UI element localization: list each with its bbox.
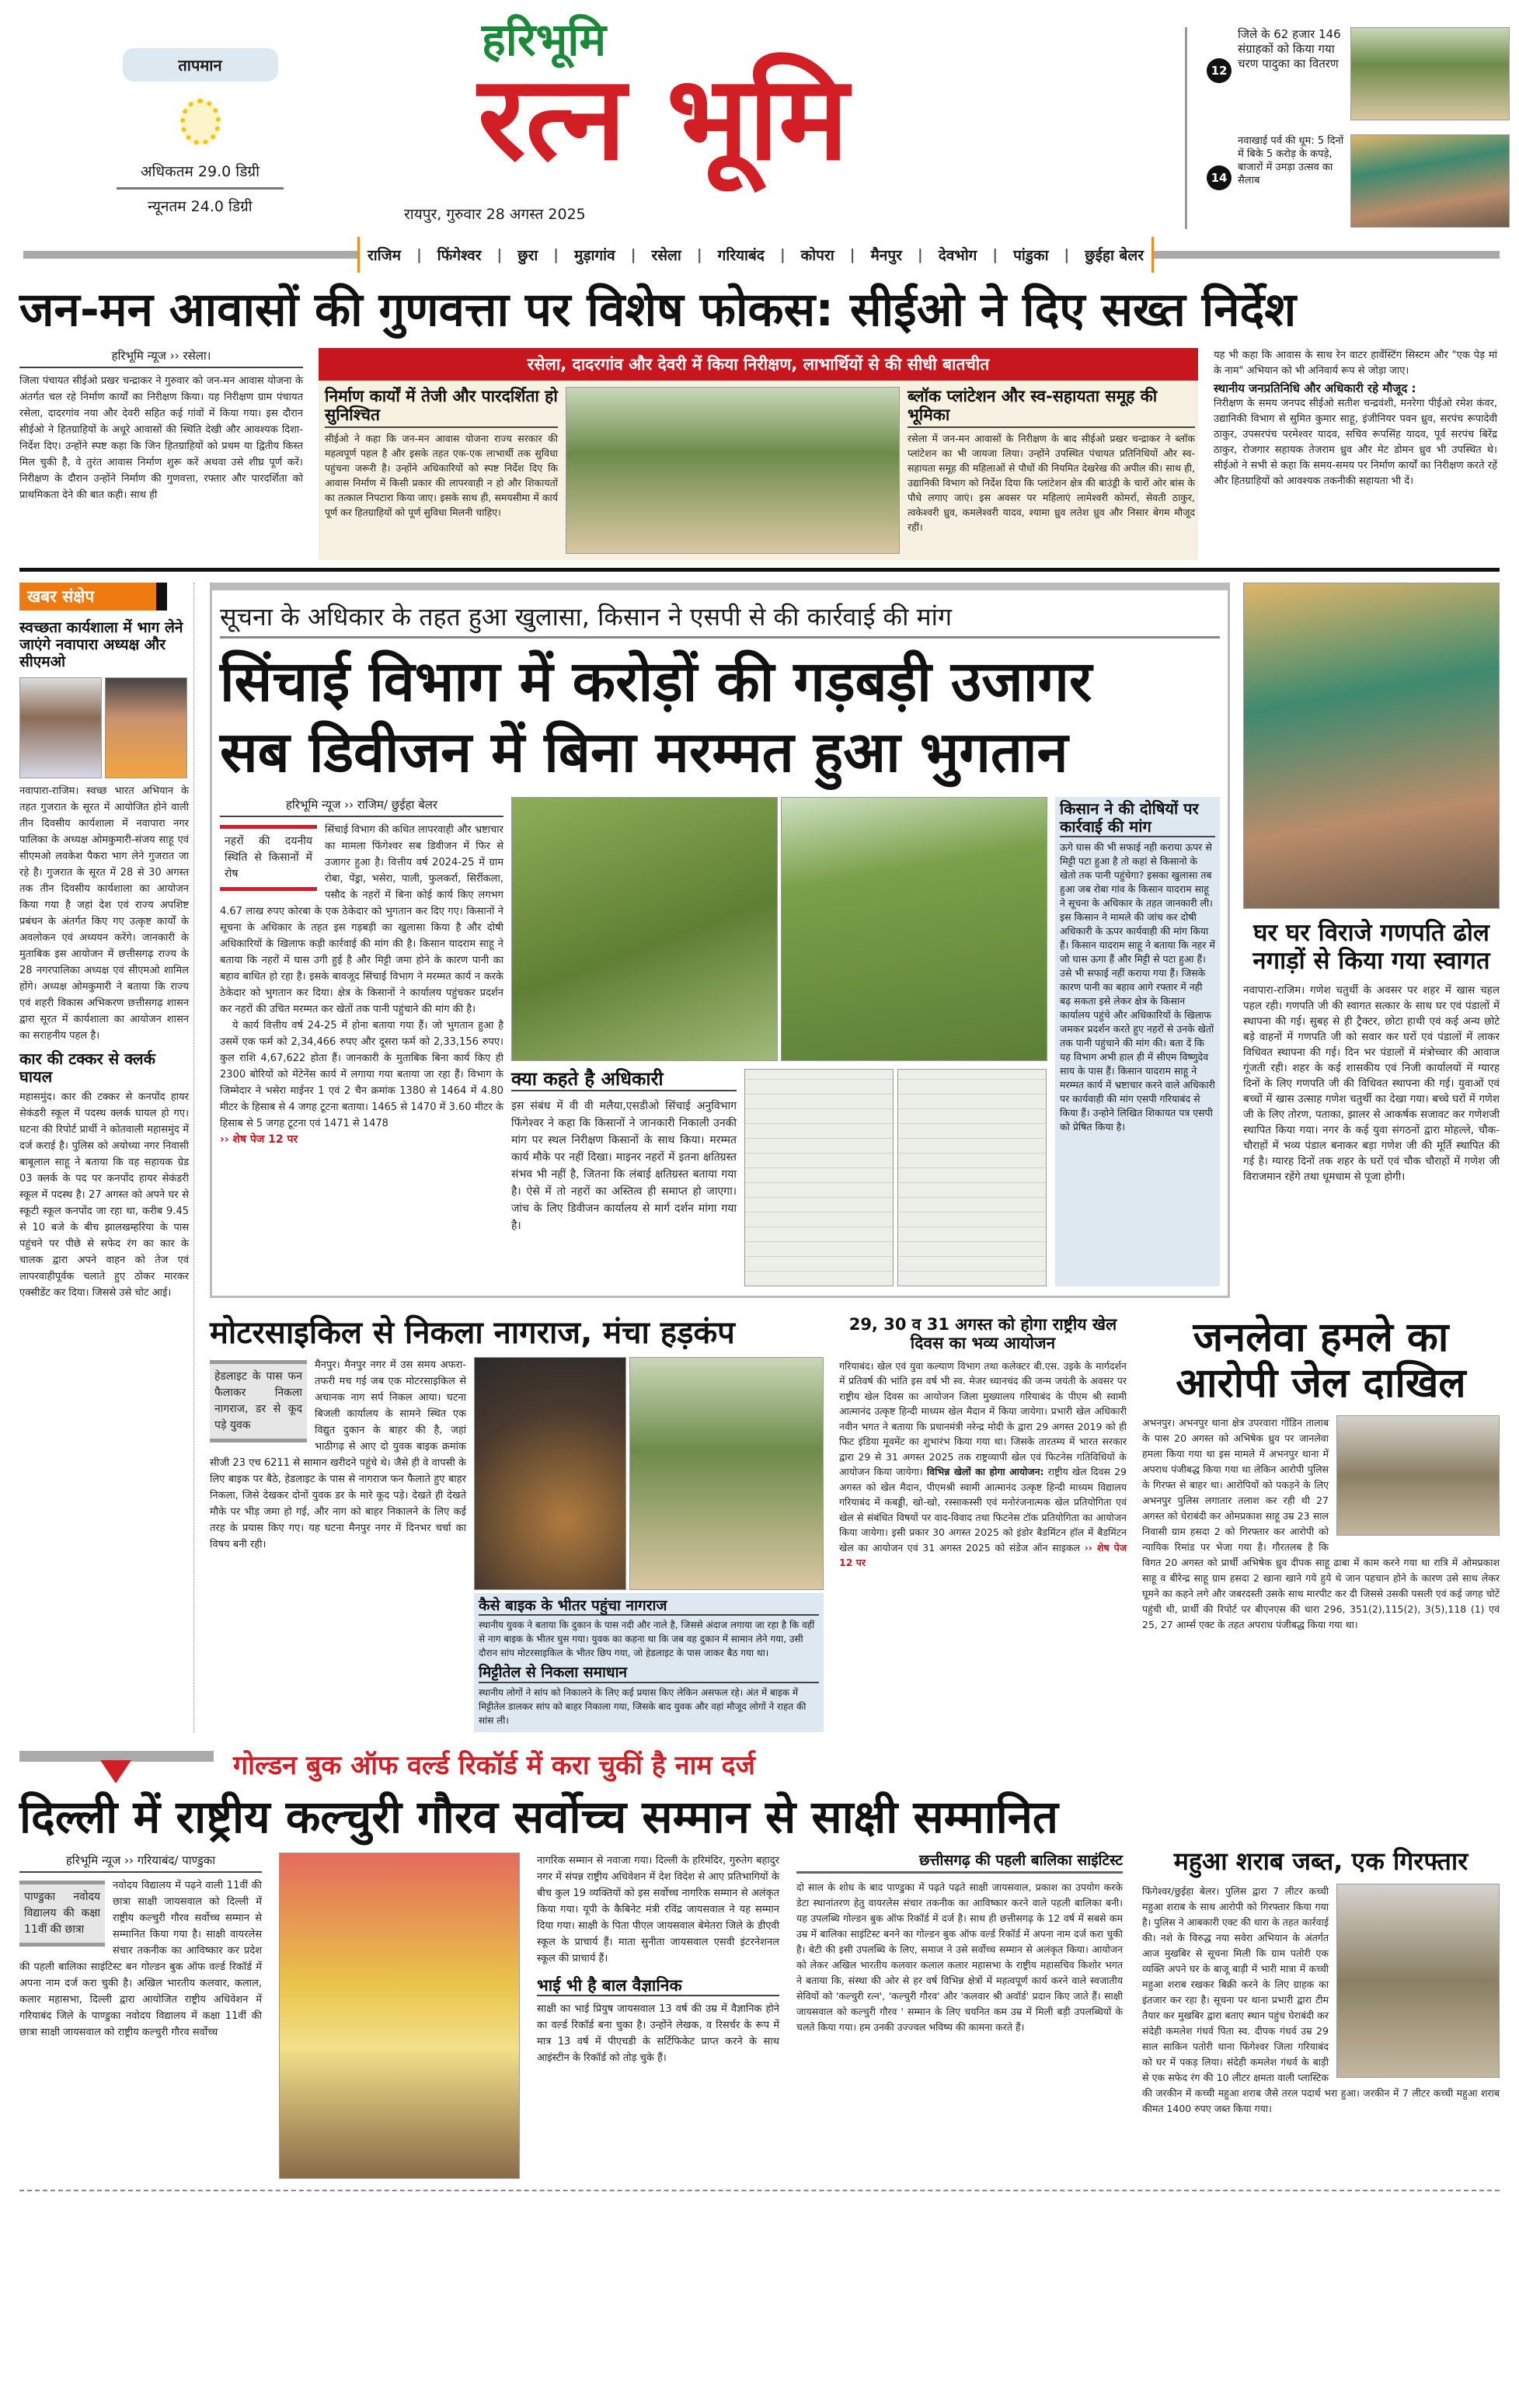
article-body: मैनपुर। मैनपुर नगर में उस समय अफरा-तफरी मच गई जब एक मोटरसाइकिल से अचानक नाग सर्प निकल आया। घटना बिजली कार्यालय के सामने स्थित एक विद्युत दुकान के बाहर की है, जहां भाठीगढ़ से आए दो युवक बाइक क्रमांक सीजी 23 एच 6211 से सामान खरीदने पहुंचे थे। जैसे ही वे वापसी के लिए बाइक पर बैठे, हेडलाइट के पास से नागराज फन फैलाते हुए बाहर निकला, जिसे देखकर दोनों युवक डर के मारे कूद पड़े। देखते ही देखते मौके पर भीड़ जमा हो गई, और नाग को बाहर निकालने के लिए कई तरह के प्रयास किए गए। यह घटना मैनपुर नगर में दिनभर चर्चा का विषय बनी रही। [210,1359,466,1550]
town-link[interactable]: फिंगेश्वर [437,247,482,264]
news-brief-column [19,583,194,1732]
snake-subsection [474,1593,824,1733]
article-body: अभनपुर। अभनपुर थाना क्षेत्र उपरवारा गोंडिन तालाब के पास 20 अगस्त को अभिषेक ध्रुव पर जानलेवा हमला किया गया था इस मामले में अभनपुर थाना में अपराध पंजीबद्ध किया गया था लेकिन आरोपी पुलिस के गिरफ्त से बाहर था। आरोपियों को पकड़ने के लिए अभनपुर पुलिस लगातार तलाश कर रही थी 27 अगस्त को घेराबंदी कर ओमप्रकाश साहू उम्र 23 साल निवासी ग्राम हसदा 2 को गिरफ्तार कर आरोपी को न्यायिक रिमांड पर भेजा गया है। गौरतलब है कि विगत 20 अगस्त को प्रार्थी अभिषेक ध्रुव दीपक साहू ढाबा में काम करने गया था रात्रि में ओमप्रकाश साहू व बीरेन्द्र साहू ग्राम हसदा 2 खाना खाने गये हुये थे जान पहचान होने के कारण उसे साथ लेकर घूमने का कहने लगे और जबरदस्ती उसके साथ मारपीट कर दी जिससे उसकी पसली एवं कई जगह चोटें पहुंची थी, प्रार्थी की रिपोर्ट पर बीएनएस की धारा 296, 351(2),115(2), 3(5),118 (1) एवं 25, 27 आर्म्स एक्ट के तहत अपराध पंजीबद्ध किया गया था। [1142,1417,1500,1631]
document-photo [897,1069,1047,1286]
story1-feature-box [319,348,1198,560]
subheading: कैसे बाइक के भीतर पहुंचा नागराज [479,1598,819,1616]
story-headline: मोटरसाइकिल से निकला नागराज, मंचा हड़कंप [210,1314,735,1351]
article-body-wrap [210,1357,466,1733]
story-headline: दिल्ली में राष्ट्रीय कल्चुरी गौरव सर्वोच्च सम्मान से साक्षी सम्मानित [19,1790,1058,1844]
story-kicker: गोल्डन बुक ऑफ वर्ल्ड रिकॉर्ड में करा चुकीं है नाम दर्ज [233,1749,755,1781]
officials-section [511,1069,737,1286]
sports-day-story [839,1315,1127,1733]
separator: | [849,246,855,263]
story-headline: 29, 30 व 31 अगस्त को होगा राष्ट्रीय खेल दिवस का भव्य आयोजन [848,1314,1117,1352]
article-body: फिंगेश्वर/छुईहा बेलर। पुलिस द्वारा 7 लीटर कच्ची महुआ शराब के साथ आरोपी को गिरफ्तार किया गया है। पुलिस ने आबकारी एक्ट की धारा के तहत कार्रवाई की। नशे के विरुद्ध नया सवेरा अभियान के अंतर्गत आज मुखबिर से सूचना मिली कि ग्राम पतोरी एक व्यक्ति अपने घर के बाजू बाड़ी में भारी मात्रा में कच्ची महुआ शराब रखकर बिक्री करने के लिए ग्राहक का इंतजार कर रहा है। सूचना पर थाना प्रभारी द्वारा टीम तैयार कर मुखबिर द्वारा बताए स्थान पहुंच घेराबंदी कर संदेही कमलेश गंधर्व पिता स्व. दीपक गंधर्व उम्र 29 साल साकिन पतोरी थाना फिंगेश्वर जिला गरियाबंद को घर में पकड़ लिया। संदेही कमलेश गंधर्व के बाड़ी से एक सफेद रंग की 10 लीटर क्षमता वाली प्लास्टिक की जरकीन में कच्ची महुआ शराब जैसे तरल पदार्थ भरा हुआ। जरकीन में 7 लीटर कच्ची महुआ शराब कीमत 1400 रुपए जब्त किया गया। [1142,1885,1500,2115]
teaser-page-badge: 14 [1207,165,1232,190]
ganpati-photo [1243,583,1500,909]
teaser-text: जिले के 62 हजार 146 संग्राहकों को किया गया चरण पादुका का वितरण [1238,27,1341,71]
ganpati-story [1243,583,1500,1298]
inspection-photo [566,387,900,554]
article-body: साक्षी का भाई प्रियुष जायसवाल 13 वर्ष की उम्र में वैज्ञानिक होने का वर्ल्ड रिकॉर्ड बना चुका है। उन्होंने लेखक, व रिसर्चर के रूप में मात्र 13 वर्ष में पीएचडी के सर्टिफिकेट प्राप्त करने के साथ आइंस्टीन के रिकॉर्ड को तोड़ चुके हैं। [537,2003,779,2065]
document-photo [744,1069,894,1286]
snake-photo [474,1357,626,1590]
separator: | [496,246,503,263]
min-temperature: न्यूनतम 24.0 डिग्री [148,198,253,215]
towns-bar [357,237,1154,273]
main-story-kicker: सूचना के अधिकार के तहत हुआ खुलासा, किसान ने एसपी से की कार्रवाई की मांग [220,600,1220,639]
sun-icon [180,99,221,145]
teaser-page-badge: 12 [1207,58,1232,83]
article-body: यह भी कहा कि आवास के साथ रेन वाटर हार्वेस्टिंग सिस्टम और "एक पेड़ मां के नाम" अभियान को भी अनिवार्य रूप से जोड़ा जाए। [1214,350,1497,377]
teaser-text: नवाखाई पर्व की धूम: 5 दिनों में बिके 5 करोड़ के कपड़े, बाजारों में उमड़ा उत्सव का सैलाब [1238,135,1344,186]
middle-right-area [210,583,1500,1732]
story7-mid [537,1853,779,2179]
main-story-headline: सिंचाई विभाग में करोड़ों की गड़बड़ी उजागर [220,649,1092,714]
section-divider [19,568,1500,572]
subheading: छत्तीसगढ़ की पहली बालिका साइंटिस्ट [796,1853,1123,1874]
byline: हरिभूमि न्यूज ›› राजिम/ छुईहा बेलर [220,797,503,817]
subheading: भाई भी है बाल वैज्ञानिक [537,1976,779,1996]
middle-section [19,583,1500,1732]
newspaper-title-logo: रत्न भूमि [478,51,848,186]
story1-right-column [1214,348,1497,560]
separator: | [779,246,786,263]
article-body: नागरिक सम्मान से नवाजा गया। दिल्ली के हरिमंदिर, गुरुतेग बहादुर नगर में संपन्न राष्ट्रीय अधिवेशन में देश विदेश से आए प्रतिभागियों के बीच कुल 19 व्यक्तियों को इस सर्वोच्च नागरिक सम्मान से अलंकृत किया गया। यूपी के कैबिनेट मंत्री रविंद्र जायसवाल ने यह सम्मान दिया गया। साक्षी के पिता पीएल जायसवाल बेमेतरा जिले के डीएवी स्कूल के प्राचार्य हैं। माता सुनीता जायसवाल एसवी इंटरनेशनल स्कूल की प्राचार्य हैं। [537,1854,779,1964]
subheading: विभिन्न खेलों का होगा आयोजन: [926,1466,1044,1478]
article-body: इस संबंध में वी वी मलैया,एसडीओ सिंचाई अनुविभाग फिंगेश्वर ने कहा कि किसानों ने जानकारी निकाली उनकी मांग पर स्थल निरीक्षण किसानों के साथ किया। मरम्मत कार्य मौके पर नहीं दिखा। माइनर नहरों में इतना क्षतिग्रस्त संभव भी नहीं है, जितना कि लंबाई क्षतिग्रस्त बताया गया है। ऐसे में तो नहरों का अस्तित्व ही समाप्त हो जाएगा। जांच के लिए डिवीजन कार्यालय से मार्ग दर्शन मांगा गया है। [511,1100,737,1233]
town-link[interactable]: राजिम [367,247,402,264]
main-story-headline: सब डिवीजन में बिना मरम्मत हुआ भुगतान [220,719,1068,785]
continued-on-page[interactable]: ›› शेष पेज 12 पर [220,1133,298,1146]
town-link[interactable]: रसेला [651,247,681,264]
story1-row [19,348,1500,560]
town-link[interactable]: मैनपुर [870,247,902,264]
article-body: निरीक्षण के समय जनपद सीईओ सतीश चन्द्रवंशी, मनरेगा पीईओ रमेश कंवर, उद्यानिकी विभाग से सुमित कुमार साहू, इंजीनियर पवन ध्रुव, सरपंच रूपादेवी ठाकुर, उपसरपंच परमेश्वर यादव, सचिव रूपसिंह यादव, पूर्व सरपंच बिरेंद्र ठाकुर, रोजगार सहायक तेजराम ध्रुव और मेट डोमन ध्रुव भी उपस्थित थे। सीईओ ने सभी से कहा कि समय-समय पर निर्माण कार्यों का निरीक्षण करते रहें और हितग्राहियों को आवश्यक तकनीकी सहायता भी दें। [1214,398,1497,487]
town-link[interactable]: कोपरा [800,247,834,264]
subsection-body: स्थानीय लोगों ने सांप को निकालने के लिए कई प्रयास किए लेकिन असफल रहे। अंत में बाइक में मिट्टीतेल डालकर सांप को बाहर निकाला गया, जिसके बाद युवक और वहां मौजूद लोगों ने राहत की सांस ली। [479,1687,807,1727]
article-body: नवोदय विद्यालय में पढ़ने वाली 11वीं की छात्रा साक्षी जायसवाल को दिल्ली में राष्ट्रीय कल्चुरी गौरव सर्वोच्च सम्मान से सम्मानित किया गया है। साक्षी वायरलेस संचार तकनीक का आविष्कार कर प्रदेश की पहली बालिका साइंटिस्ट बन गोल्डन बुक ऑफ वर्ल्ड रिकॉर्ड में अपना नाम दर्ज करा चुकी है। अखिल भारतीय कलवार, कलाल, कलार महासभा, दिल्ली द्वारा आयोजित राष्ट्रीय अधिवेशन में गरियाबंद जिले के पाण्डुका नवोदय विद्यालय में कक्षा 11वीं की छात्रा साक्षी जायसवाल को राष्ट्रीय कल्चुरी गौरव सर्वोच्च [19,1879,262,2038]
story7-left [19,1853,262,2179]
subsection-body: स्थानीय युवक ने बताया कि दुकान के पास नदी और नाले है, जिससे अंदाज लगाया जा रहा है कि वहीं से नाग बाइक के भीतर घुस गया। युवक का कहना था कि जब वह दुकान में सामान लेने गया, उसी दौरान सांप मोटरसाइकिल के भीतर छिप गया, जो हेडलाइट के पास जाकर बैठ गया था। [479,1620,815,1659]
brief-body: महासमुंद। कार की टक्कर से कनपोंद हायर सेकंडरी स्कूल में पदस्थ क्लर्क घायल हो गए। घटना की रिपोर्ट प्रार्थी ने कोतवाली महासमुंद में दर्ज कराई है। पुलिस को अयोध्या नगर निवासी बाबूलाल साहू ने बताया कि वह सहायक ग्रेड 03 क्लर्क के पद पर कनपोंद हायर सेकंडरी स्कूल में पदस्थ है। 27 अगस्त को अपने घर से स्कूटी स्कूल कनपोंद जा रहा था, करीब 9.45 से 10 बजे के बीच झालखम्हरिया के पास पहुंचने पर पीछे से सफेद रंग का कार के चालक द्वारा अपने वाहन को तेज एवं लापरवाहीपूर्वक चलाते हुए ठोकर मारकर एक्सीडेंट कर दिया। जिससे उसे चोट आई। [19,1091,189,1299]
news-brief-tag: खबर संक्षेप [19,583,167,611]
dateline: रायपुर, गुरुवार 28 अगस्त 2025 [404,204,586,224]
teaser-photo [1350,134,1510,228]
farmer-demand-box [1055,797,1220,1286]
town-link[interactable]: छुरा [517,247,538,264]
town-link[interactable]: पांडुका [1013,247,1049,264]
article-body-text: गरियाबंद। खेल एवं युवा कल्याण विभाग तथा कलेक्टर बी.एस. उइके के मार्गदर्शन में प्रतिवर्ष की भांति इस वर्ष भी स्व. मेजर ध्यानचंद की जन्म जयंती के अवसर पर राष्ट्रीय खेल दिवस का आयोजन जिला मुख्यालय गरियाबंद के पीएम श्री स्वामी आत्मानंद उत्कृष्ट हिन्दी माध्यम खेल मैदान में किया जायेगा। प्रभारी खेल अधिकारी नवीन भगत ने बताया कि प्रधानमंत्री नरेन्द्र मोदी के द्वारा 29 अगस्त 2019 को ही फिट इंडिया मूवमेंट का शुभारंभ किया गया था। जिसके तारतम्य में भारत सरकार द्वारा 29 से 31 अगस्त 2025 तक राष्ट्रव्यापी खेल एवं फिटनेस गतिविधियों के आयोजन किया जायेगा। [839,1359,1127,1478]
liquor-story [1142,1746,1500,2179]
story1-banner: रसेला, दादरगांव और देवरी में किया निरीक्षण, लाभार्थियों से की सीधी बातचीत [319,348,1198,381]
town-link[interactable]: देवभोग [938,247,977,264]
town-link[interactable]: मुड़ागांव [574,247,615,264]
pullquote: पाण्डुका नवोदय विद्यालय की कक्षा 11वीं की छात्रा [19,1881,105,1947]
article-body-text: राष्ट्रीय खेल दिवस 29 अगस्त को खेल मैदान, पीएमश्री स्वामी आत्मानंद उत्कृष्ट हिन्दी माध्यम विद्यालय गरियाबंद में कबड्डी, खो-खो, रस्साकस्सी एवं मनोरंजनात्मक खेल प्रतियोगिता एवं खेल से संबंधित विषयों पर वाद-विवाद तथा फिटनेस टॉक प्रतियोगिता का आयोजन किया जायेगा। इसी प्रकार 30 अगस्त 2025 को इंडोर बैडमिंटन हॉल में बैडमिंटन खेल का आयोजन एवं 31 अगस्त 2025 को संडेज ऑन साइकल [839,1466,1127,1554]
subheading: निर्माण कार्यों में तेजी और पारदर्शिता हो सुनिश्चित [325,387,558,428]
continued-on-page[interactable]: ›› शेष पेज 12 पर [839,1541,1127,1569]
subsection-body: रसेला में जन-मन आवासों के निरीक्षण के बाद सीईओ प्रखर चन्द्राकर ने ब्लॉक प्लांटेशन का भी जायजा लिया। उन्होंने उपस्थित पंचायत प्रतिनिधियों और स्व-सहायता समूह की महिलाओं से पौधों की नियमित देखरेख की अपील की। साथ ही, उद्यानिकी विभाग को निर्देश दिया कि प्लांटेशन क्षेत्र की बाउंड्री के चारों ओर बांस के पौधे लगाए जाएं। इस अवसर पर महिलाएं लामेश्वरी कोमर्रा, सेवती ठाकुर, त्वकेश्वरी ध्रुव, कमलेश्वरी यादव, श्यामा ध्रुव लतेश ध्रुव और निसार बेगम मौजूद रहीं। [908,433,1195,534]
subheading: किसान ने की दोषियों पर कार्रवाई की मांग [1060,800,1215,837]
snake-story [210,1315,824,1733]
article-body-wrap [19,1877,262,2041]
canal-photo [781,797,1047,1061]
pullquote: नहरों की दयनीय स्थिति से किसानों में रोष [220,825,317,891]
weather-box [117,48,284,216]
subheading: क्या कहते है अधिकारी [511,1069,737,1092]
subsection-body: सीईओ ने कहा कि जन-मन आवास योजना राज्य सरकार की महत्वपूर्ण पहल है और इसके तहत एक-एक लाभार्थी तक सुविधा पहुंचना जरूरी है। उन्होंने अधिकारियों को स्पष्ट निर्देश दिए कि आवास निर्माण में किसी प्रकार की लापरवाही न हो और शिकायतों का तत्काल निपटारा किया जाए। इसके साथ ही, समयसीमा में कार्य पूर्ण कर हितग्राहियों को पूर्ण सुविधा मिलनी चाहिए। [325,433,558,519]
article-body: ये कार्य वित्तीय वर्ष 24-25 में होना बताया गया हैं। जो भुगतान हुआ है उसमें एक फर्म को 2,34,466 रुपए और दूसरा फर्म को 2,33,156 रुपए। कुल राशि 4,67,622 होता हैं। जानकारी के मुताबिक बिना कार्य किए ही 2300 बोरियों को मेंटेनेंस कार्य में लगाया गया बताया जा रहा हैं। विभाग के जिम्मेदार ने भसेरा माईनर 1 एवं 2 चैन क्रमांक 1380 से 1464 में 4.80 मीटर के हिसाब से 4 जगह टूटना बताया। 1465 से 1470 में 3.60 मीटर के हिसाब से 5 जगह टूटना एवं 1471 से 1478 [220,1019,503,1129]
brief-headline: कार की टक्कर से क्लर्क घायल [19,1049,155,1086]
byline: हरिभूमि न्यूज ›› गरियाबंद/ पाण्डुका [19,1853,262,1873]
separator: | [553,246,559,263]
story7-right [796,1853,1123,2179]
article-body-wrap [1142,1884,1500,2117]
main-story-text [220,797,503,1286]
award-photo [279,1853,520,2179]
box-body: ऊगे घास की भी सफाई नही कराया ऊपर से मिट्टी पटा हुआ है तो कहां से किसानो के खेतो तक पानी पहुंचेगा? इसका खुलासा तब हुआ जब रोबा गांव के किसान यादराम साहू ने सूचना के अधिकार के तहत जानकारी ली। इस किसान ने मामले की जांच कर दोषी अधिकारी के ऊपर कार्यवाही की मांग किया हैं। किसान यादराम साहू ने बताया कि नहर में जो घास ऊगा हैं और मिट्टी से पटा हुआ हैं। उसे भी सफाई नहीं कराया गया हैं। जिसके कारण पानी का बहाव आगे रफ्तार में नही बढ़ सकता इसे लेकर क्षेत्र के किसान कार्यालय पहुंचे और अधिकारियों के खिलाफ जमकर प्रदर्शन करते हुए नहरों से उनके खेतों तक पानी पहुंचाने की मांग की। बता दें कि यह विभाग अभी हाल ही में सीएम विष्णुदेव साय के पास हैं। किसान यादराम साहू ने मरम्मत कार्य में भ्रष्टाचार करने वाले अधिकारी पर कार्यवाही की मांग एसपी गरियाबंद से किया हैं। उन्होने लिखित शिकायत पत्र एसपी को प्रेषित किया है। [1060,840,1215,1133]
teaser-photo [1350,27,1510,120]
max-temperature: अधिकतम 29.0 डिग्री [117,161,284,190]
byline: हरिभूमि न्यूज ›› रसेला। [19,348,303,368]
teaser-item[interactable] [1207,27,1514,120]
teaser-item[interactable] [1207,134,1514,228]
award-story [19,1746,1127,2179]
separator: | [696,246,702,263]
police-photo [1336,1415,1500,1536]
separator: | [416,246,422,263]
subheading: स्थानीय जनप्रतिनिधि और अधिकारी रहे मौजूद : [1214,381,1416,395]
story-headline: घर घर विराजे गणपति ढोल नगाड़ों से किया गया स्वागत [1252,919,1490,975]
town-link[interactable]: छुईहा बेलर [1085,247,1144,264]
separator: | [917,246,923,263]
separator: | [992,246,998,263]
canal-photo [511,797,778,1061]
attack-story [1142,1315,1500,1733]
article-body: सिंचाई विभाग की कथित लापरवाही और भ्रष्टाचार का मामला फिंगेश्वर सब डिवीजन में फिर से उजागर हुआ है। वित्तीय वर्ष 2024-25 में ग्राम रोबा, पेंड्रा, भसेरा, पाली, फुलकर्रा, सिर्रीकला, पसौद के नहरों में बिना कोई कार्य किए लगभग 4.67 लाख रुपए कोरबा के एक ठेकेदार को भुगतान कर दिए गए। किसानों ने सूचना के अधिकार के तहत इस गड़बड़ी का खुलासा किया है और दोषी अधिकारियों के खिलाफ कड़ी कार्रवाई की मांग की है। किसान यादराम साहू ने बताया कि नहरों में घास उगी हुई है और मिट्टी जमा होने के कारण पानी का बहाव बाधित हो रहा है। इसके बावजूद सिंचाई विभाग ने मरम्मत कार्य न करके ठेकेदार को भुगतान कर दिया। क्षेत्र के किसानों ने कार्यालय पहुंचकर प्रदर्शन कर नहरों की उचित मरम्मत कर खेतों तक पानी पहुंचाने की मांग की है। [220,823,503,1015]
main-story-box [210,583,1230,1298]
article-body: दो साल के शोध के बाद पाण्डुका में पढ़ते पढ़ते साक्षी जायसवाल, प्रकाश का उपयोग करके डेटा स्थानांतरण हेतु वायरलेस संचार तकनीक का आविष्कार करने वाले पहली बालिका बनी। यह उपलब्धि गोल्डन बुक ऑफ रिकॉर्ड में दर्ज है। साथ ही छत्तीसगढ़ के 12 वर्ष में सबसे कम उम्र में बालिका साइंटिस्ट बनने का गोल्डन बुक ऑफ वर्ल्ड रिकॉर्ड में अपना नाम दर्ज करा चुकी है। बेटी की इसी उपलब्धि के लिए, समाज ने उसे सर्वोच्च सम्मान से अलंकृत किया। आयोजन को लेकर अखिल भारतीय कलवार कलाल कलार महासभा के राष्ट्रीय महासचिव किशोर भगत ने बताया कि, संस्था की ओर से हर वर्ष विभिन्न क्षेत्रों में महत्वपूर्ण कार्य करने वाले स्वजातीय सेवियों को 'कल्चुरी रत्न', 'कल्चुरी गौरव' और 'कलवार श्री अवॉर्ड' प्रदान किए जाते हैं। साक्षी जायसवाल को कल्चुरी गौरव ' सम्मान के लिए चयनित कम उम्र में मिली बड़ी उपलब्धियों के चलते किया गया। हम उनकी उज्ज्वल भविष्य की कामना करते हैं। [796,1881,1123,2033]
weather-label: तापमान [123,48,278,82]
story-headline: जनलेवा हमले का आरोपी जेल दाखिल [1176,1314,1466,1408]
article-body-wrap [1142,1415,1500,1633]
portrait-photo [105,677,187,778]
brief-headline: स्वच्छता कार्यशाला में भाग लेने जाएंगे नवापारा अध्यक्ष और सीएमओ [19,619,183,670]
pullquote: हेडलाइट के पास फन फैलाकर निकला नागराज, डर से कूद पड़े युवक [210,1360,307,1442]
article-body-wrap [839,1359,1127,1571]
brief-body: नवापारा-राजिम। स्वच्छ भारत अभियान के तहत गुजरात के सूरत में आयोजित होने वाली तीन दिवसीय कार्यशाला में नवापारा नगर पालिका के अध्यक्ष ओमकुमारी-संजय साहू एवं सीएमओ लवकेश पैकरा भाग लेने गुजरात जा रहे है। गुजरात के सूरत में 28 से 30 अगस्त तक तीन दिवसीय कार्यशाला का आयोजन किया गया है जहां देश एवं राज्य अपशिष्ट प्रबंधन के अंतर्गत किए गए उत्कृष्ट कार्यों के अवलोकन एवं अध्ययन करेंगे। जानकारी के मुताबिक इस आयोजन में छत्तीसगढ़ राज्य के 28 नगरपालिका अध्यक्ष एवं सीएमओ शामिल होंगे। अध्यक्ष ओमकुमारी ने बताया कि राज्य एवं शहरी विकास अभिकरण छत्तीसगढ़ शासन द्वारा सूरत में कार्यशाला का आयोजन शासन का सराहनीय पहल है। [19,785,189,1042]
page-bottom-rule [19,2190,1500,2191]
article-body-wrap [220,822,503,1018]
story-headline: महुआ शराब जब्त, एक गिरफ्तार [1173,1846,1468,1877]
subheading: मिट्टीतेल से निकला समाधान [479,1665,819,1683]
article-body: नवापारा-राजिम। गणेश चतुर्थी के अवसर पर शहर में खास चहल पहल रही। गणपति जी की स्वागत सत्कार के साथ घर एवं पंडालों में स्थापना की गई। सुबह से ही ट्रैक्टर, छोटा हाथी एवं कई अन्य छोटे बड़े वाहनों में गणपति जी को सवार कर घरों एवं पंडालों में लाकर विधिवत स्थापना की गई। दिन भर पंडालों में मंत्रोच्चार की आवाज गूंजती रही। शहर के कई शासकीय एवं निजी कार्यालयों में ग्यारह दिनों के लिए गणपति जी की विधिवत स्थापना की गई। युवाओं एवं बच्चों में खास उत्साह गणेश चतुर्थी का देखा गया। बच्चे घरों में गणेश जी के लिए तोरण, पताका, झालर से आकर्षक सजावट कर गणेशजी स्थापित किया गया। नगर के कई युवा संगठनों द्वारा मोहल्ले, चौक-चौराहों में भव्य पंडाल बनाकर बड़ा गणेश जी की मूर्ति स्थापित की गई है। ग्यारह दिनों तक शहर के घरों एवं चौक चौराहों में गणेश जी विराजमान रहेंगे तथा धूमधाम से पूजा होगी। [1243,984,1500,1184]
arrest-photo [1336,1884,1500,2078]
story1-left-column [19,348,303,560]
brand-logo: हरिभूमि [482,13,607,66]
town-link[interactable]: गरियाबंद [717,247,765,264]
subheading: ब्लॉक प्लांटेशन और स्व-सहायता समूह की भूमिका [908,387,1195,428]
chevron-down-icon [100,1760,131,1783]
crowd-photo [629,1357,824,1590]
portrait-photo [19,677,102,778]
article-body: जिला पंचायत सीईओ प्रखर चन्द्राकर ने गुरुवार को जन-मन आवास योजना के अंतर्गत चल रहे निर्माण कार्यों का निरीक्षण किया। यह निरीक्षण ग्राम पंचायत रसेला, दादरगांव नया और देवरी सहित कई गांवों में किया गया। इस दौरान सीईओ ने हितग्राहियों के अधूरे आवासों की स्थिति देखी और आवश्यक दिशा-निर्देश दिए। उन्होंने स्पष्ट कहा कि जिन हितग्राहियों को प्रथम या द्वितीय किस्त मिल चुकी है, वे तुरंत आवास निर्माण शुरू करें अथवा उसे शीघ्र पूर्ण करें। निरीक्षण के दौरान उन्होंने निर्माण की गुणवत्ता, रफ्तार और पारदर्शिता को प्राथमिकता देने की बात कही। साथ ही [19,375,303,501]
teasers [1185,27,1511,229]
separator: | [630,246,636,263]
separator: | [1064,246,1070,263]
lead-headline: जन-मन आवासों की गुणवत्ता पर विशेष फोकस: सीईओ ने दिए सख्त निर्देश [19,283,1297,337]
